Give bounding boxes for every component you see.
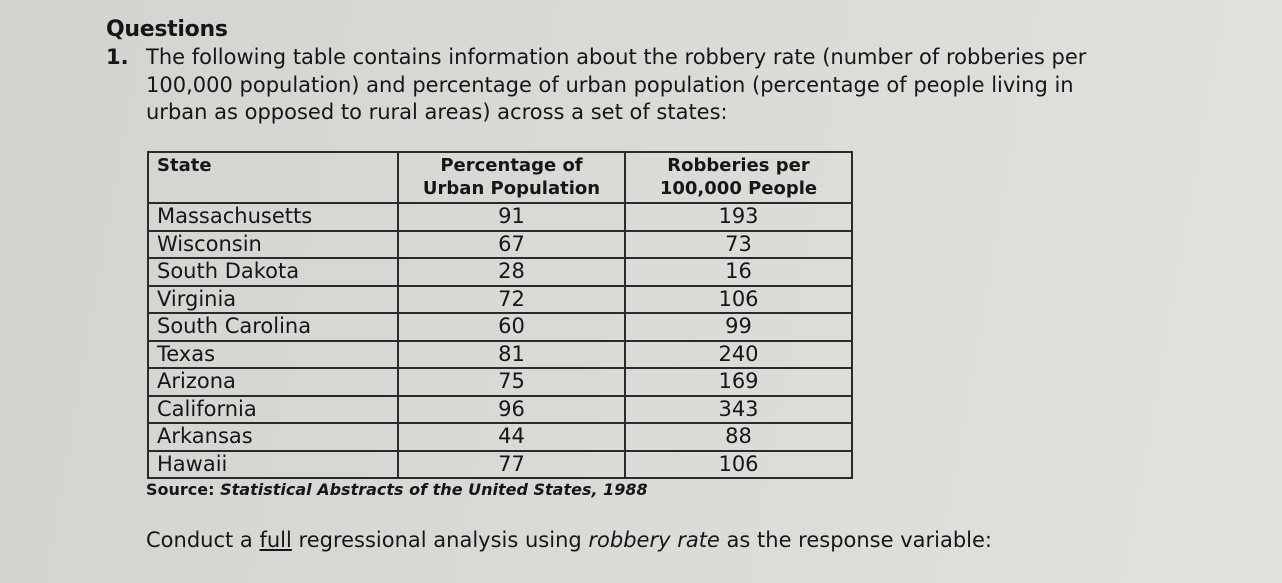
robberies-cell: 99 <box>625 313 852 341</box>
robbery-data-table <box>147 151 853 479</box>
robberies-cell: 240 <box>625 341 852 369</box>
robberies-cell: 343 <box>625 396 852 424</box>
state-cell: Massachusetts <box>148 203 398 231</box>
urban-cell: 28 <box>398 258 625 286</box>
instruction-underlined: full <box>259 528 292 552</box>
robberies-cell: 16 <box>625 258 852 286</box>
robberies-cell: 73 <box>625 231 852 259</box>
urban-cell: 44 <box>398 423 625 451</box>
state-cell: Wisconsin <box>148 231 398 259</box>
instruction-part2: regressional analysis using <box>291 528 589 552</box>
table-row <box>148 313 852 341</box>
question-number: 1. <box>106 45 129 69</box>
urban-cell: 60 <box>398 313 625 341</box>
state-cell: California <box>148 396 398 424</box>
section-heading: Questions <box>106 17 228 42</box>
robberies-header-line1: Robberies per <box>667 155 810 176</box>
state-cell: South Carolina <box>148 313 398 341</box>
question-text <box>146 44 1156 127</box>
robberies-cell: 106 <box>625 286 852 314</box>
urban-header-line1: Percentage of <box>440 155 583 176</box>
table-row <box>148 203 852 231</box>
table-row <box>148 231 852 259</box>
robberies-cell: 88 <box>625 423 852 451</box>
state-column-header: State <box>148 152 398 203</box>
table-row <box>148 258 852 286</box>
question-line: The following table contains information about the robbery rate (number of robberies per <box>146 45 1087 69</box>
table-row <box>148 368 852 396</box>
state-cell: Hawaii <box>148 451 398 479</box>
urban-cell: 67 <box>398 231 625 259</box>
state-cell: Texas <box>148 341 398 369</box>
instruction-text <box>146 528 992 552</box>
state-cell: South Dakota <box>148 258 398 286</box>
robberies-cell: 169 <box>625 368 852 396</box>
source-label: Source: <box>146 480 221 499</box>
table-row <box>148 396 852 424</box>
state-cell: Virginia <box>148 286 398 314</box>
instruction-part1: Conduct a <box>146 528 260 552</box>
instruction-part3: as the response variable: <box>719 528 993 552</box>
urban-column-header <box>398 152 625 203</box>
urban-cell: 81 <box>398 341 625 369</box>
urban-cell: 91 <box>398 203 625 231</box>
source-citation <box>146 480 648 499</box>
robberies-header-line2: 100,000 People <box>659 178 818 199</box>
state-cell: Arkansas <box>148 423 398 451</box>
question-line: 100,000 population) and percentage of urban population (percentage of people living in <box>146 72 1074 97</box>
table-row <box>148 341 852 369</box>
state-cell: Arizona <box>148 368 398 396</box>
source-text: Statistical Abstracts of the United States, 1988 <box>220 480 648 499</box>
robberies-column-header <box>625 152 852 203</box>
instruction-italic: robbery rate <box>588 528 720 552</box>
urban-cell: 72 <box>398 286 625 314</box>
robberies-cell: 106 <box>625 451 852 479</box>
urban-cell: 75 <box>398 368 625 396</box>
table-row <box>148 286 852 314</box>
table-row <box>148 423 852 451</box>
table-header-row <box>148 152 852 203</box>
table-row <box>148 451 852 479</box>
question-line: urban as opposed to rural areas) across a set of states: <box>146 100 728 124</box>
robberies-cell: 193 <box>625 203 852 231</box>
urban-cell: 77 <box>398 451 625 479</box>
urban-cell: 96 <box>398 396 625 424</box>
urban-header-line2: Urban Population <box>422 178 601 199</box>
